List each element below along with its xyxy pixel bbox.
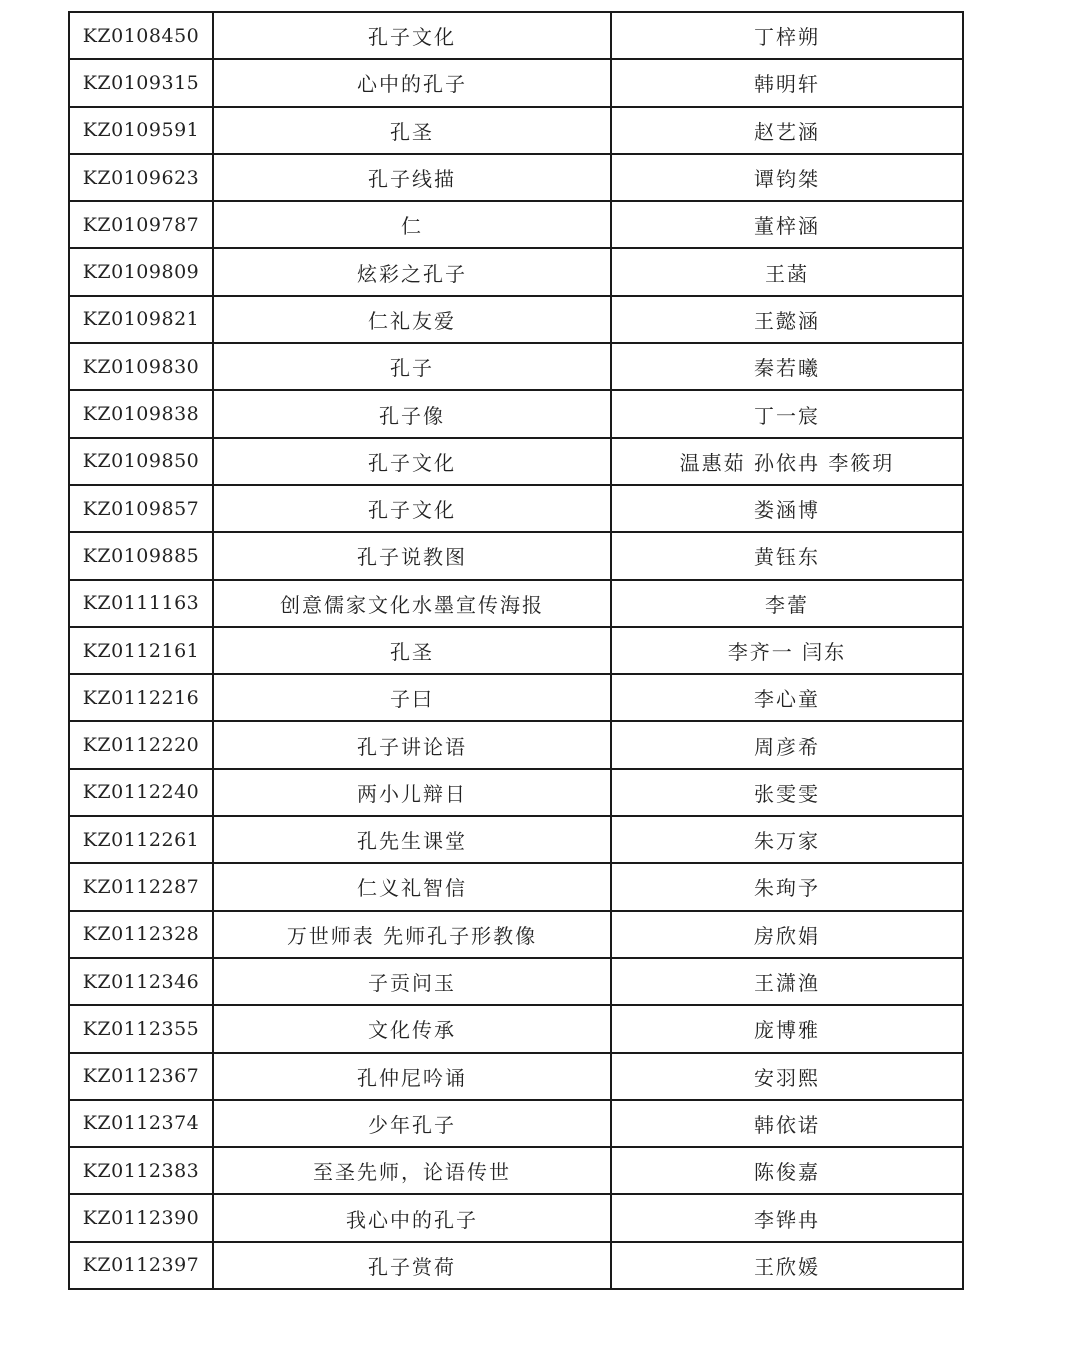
entry-id-cell: KZ0112261: [69, 816, 213, 863]
entry-title-cell: 孔子文化: [213, 438, 611, 485]
entry-author-cell: 安羽熙: [611, 1053, 963, 1100]
entry-title-cell: 少年孔子: [213, 1100, 611, 1147]
entry-title-cell: 孔子文化: [213, 12, 611, 59]
table-row: [69, 863, 963, 910]
table-row: [69, 154, 963, 201]
entry-id-cell: KZ0112328: [69, 911, 213, 958]
entry-author-cell: 张雯雯: [611, 769, 963, 816]
entry-id-cell: KZ0109857: [69, 485, 213, 532]
table-row: [69, 1100, 963, 1147]
entry-title-cell: 孔子赏荷: [213, 1242, 611, 1289]
table-row: [69, 1053, 963, 1100]
entry-author-cell: 王菡: [611, 248, 963, 295]
entry-id-cell: KZ0112383: [69, 1147, 213, 1194]
entry-id-cell: KZ0112390: [69, 1194, 213, 1241]
entry-title-cell: 孔子像: [213, 390, 611, 437]
entry-title-cell: 创意儒家文化水墨宣传海报: [213, 580, 611, 627]
entry-author-cell: 王欣媛: [611, 1242, 963, 1289]
entry-id-cell: KZ0109623: [69, 154, 213, 201]
entries-table-body: [69, 12, 963, 1289]
entry-title-cell: 仁: [213, 201, 611, 248]
entry-id-cell: KZ0109830: [69, 343, 213, 390]
entry-title-cell: 孔子说教图: [213, 532, 611, 579]
entry-id-cell: KZ0112367: [69, 1053, 213, 1100]
entry-author-cell: 韩依诺: [611, 1100, 963, 1147]
entry-id-cell: KZ0108450: [69, 12, 213, 59]
entry-title-cell: 仁礼友爱: [213, 296, 611, 343]
entry-id-cell: KZ0109809: [69, 248, 213, 295]
entry-id-cell: KZ0112397: [69, 1242, 213, 1289]
entry-author-cell: 房欣娟: [611, 911, 963, 958]
entry-author-cell: 谭钧桀: [611, 154, 963, 201]
table-row: [69, 438, 963, 485]
entry-title-cell: 子贡问玉: [213, 958, 611, 1005]
entry-author-cell: 王懿涵: [611, 296, 963, 343]
entry-title-cell: 我心中的孔子: [213, 1194, 611, 1241]
table-row: [69, 1194, 963, 1241]
entry-id-cell: KZ0109591: [69, 107, 213, 154]
entry-id-cell: KZ0109315: [69, 59, 213, 106]
entry-id-cell: KZ0112216: [69, 674, 213, 721]
table-row: [69, 1147, 963, 1194]
entry-id-cell: KZ0112374: [69, 1100, 213, 1147]
entry-title-cell: 文化传承: [213, 1005, 611, 1052]
entry-title-cell: 两小儿辩日: [213, 769, 611, 816]
entry-title-cell: 孔子文化: [213, 485, 611, 532]
entry-author-cell: 李铧冉: [611, 1194, 963, 1241]
entry-author-cell: 秦若曦: [611, 343, 963, 390]
entry-id-cell: KZ0112240: [69, 769, 213, 816]
entry-title-cell: 仁义礼智信: [213, 863, 611, 910]
entry-title-cell: 孔子线描: [213, 154, 611, 201]
table-row: [69, 390, 963, 437]
entry-title-cell: 孔先生课堂: [213, 816, 611, 863]
entry-author-cell: 庞博雅: [611, 1005, 963, 1052]
entry-author-cell: 丁梓朔: [611, 12, 963, 59]
table-row: [69, 958, 963, 1005]
entry-author-cell: 黄钰东: [611, 532, 963, 579]
entry-title-cell: 孔子讲论语: [213, 721, 611, 768]
table-row: [69, 721, 963, 768]
entry-author-cell: 李齐一 闫东: [611, 627, 963, 674]
entry-id-cell: KZ0112287: [69, 863, 213, 910]
entry-title-cell: 孔子: [213, 343, 611, 390]
entry-author-cell: 韩明轩: [611, 59, 963, 106]
entry-title-cell: 万世师表 先师孔子形教像: [213, 911, 611, 958]
entry-id-cell: KZ0109787: [69, 201, 213, 248]
entry-title-cell: 孔圣: [213, 627, 611, 674]
entry-author-cell: 丁一宸: [611, 390, 963, 437]
table-row: [69, 485, 963, 532]
table-row: [69, 201, 963, 248]
entry-author-cell: 朱珣予: [611, 863, 963, 910]
entry-author-cell: 娄涵博: [611, 485, 963, 532]
entry-title-cell: 子曰: [213, 674, 611, 721]
entry-author-cell: 李蕾: [611, 580, 963, 627]
entry-id-cell: KZ0112346: [69, 958, 213, 1005]
entries-table: [68, 11, 964, 1290]
entry-id-cell: KZ0109838: [69, 390, 213, 437]
entry-author-cell: 朱万家: [611, 816, 963, 863]
table-row: [69, 532, 963, 579]
table-row: [69, 107, 963, 154]
table-row: [69, 1242, 963, 1289]
entry-author-cell: 王潇渔: [611, 958, 963, 1005]
table-row: [69, 12, 963, 59]
table-row: [69, 674, 963, 721]
table-row: [69, 627, 963, 674]
table-row: [69, 1005, 963, 1052]
entry-author-cell: 周彦希: [611, 721, 963, 768]
entry-id-cell: KZ0112161: [69, 627, 213, 674]
table-row: [69, 816, 963, 863]
table-row: [69, 769, 963, 816]
entry-title-cell: 孔仲尼吟诵: [213, 1053, 611, 1100]
entry-author-cell: 李心童: [611, 674, 963, 721]
entry-id-cell: KZ0109850: [69, 438, 213, 485]
table-row: [69, 343, 963, 390]
table-row: [69, 911, 963, 958]
table-row: [69, 248, 963, 295]
table-row: [69, 59, 963, 106]
entry-title-cell: 心中的孔子: [213, 59, 611, 106]
entry-id-cell: KZ0112220: [69, 721, 213, 768]
entry-id-cell: KZ0111163: [69, 580, 213, 627]
entry-title-cell: 炫彩之孔子: [213, 248, 611, 295]
entry-author-cell: 董梓涵: [611, 201, 963, 248]
entry-author-cell: 赵艺涵: [611, 107, 963, 154]
entry-id-cell: KZ0109821: [69, 296, 213, 343]
entry-id-cell: KZ0109885: [69, 532, 213, 579]
table-row: [69, 580, 963, 627]
table-row: [69, 296, 963, 343]
entry-title-cell: 孔圣: [213, 107, 611, 154]
entry-author-cell: 陈俊嘉: [611, 1147, 963, 1194]
entry-id-cell: KZ0112355: [69, 1005, 213, 1052]
entry-title-cell: 至圣先师，论语传世: [213, 1147, 611, 1194]
entry-author-cell: 温惠茹 孙依冉 李筱玥: [611, 438, 963, 485]
